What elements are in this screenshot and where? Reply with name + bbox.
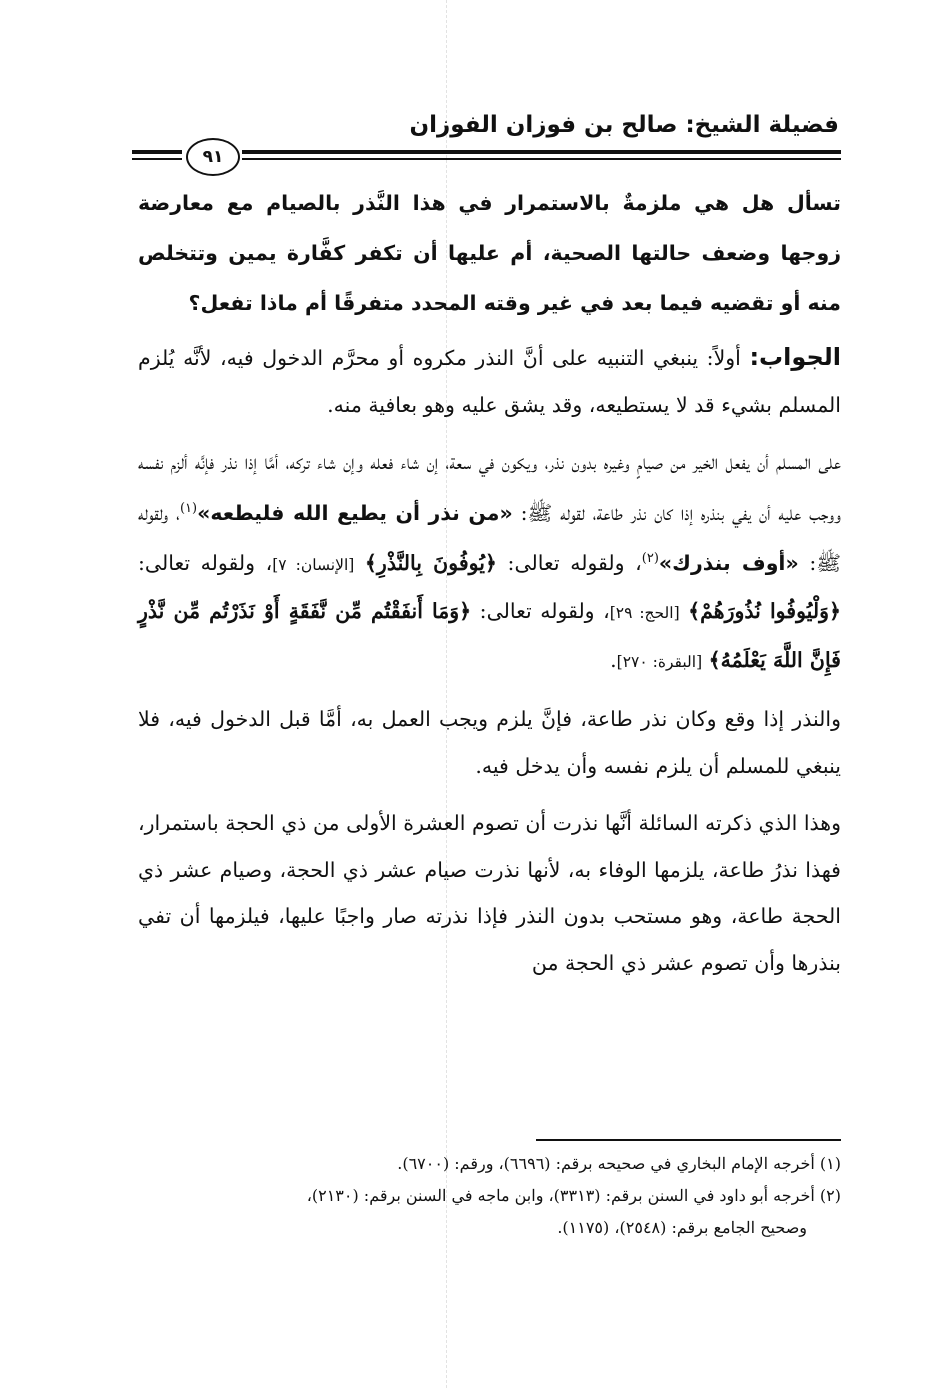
answer-text-1: أولاً: ينبغي التنبيه على أنَّ النذر مكروه أو محرَّم الدخول فيه، لأنَّه يُلزم المسلم بشيء قد لا يستطيعه، وقد يشق عليه وهو بعافية منه. [138, 346, 841, 417]
answer-paragraph-3: والنذر إذا وقع وكان نذر طاعة، فإنَّ يلزم ويجب العمل به، أمَّا قبل الدخول فيه، فلا ينبغي للمسلم أن يلزم نفسه وأن يدخل فيه. [138, 707, 841, 778]
question-paragraph: تسأل هل هي ملزمةٌ بالاستمرار في هذا النَّذر بالصيام مع معارضة زوجها وضعف حالتها الصحية، أم عليها أن تكفر كفَّارة يمين وتتخلص منه أو تقضيه فيما بعد في غير وقته المحدد متفرقًا أم ماذا تفعل؟ [138, 191, 841, 315]
quran-verse-1: ﴿يُوفُونَ بِالنَّذْرِ﴾ [364, 550, 497, 575]
header-rule-right-thick [242, 150, 841, 154]
footnote-1 [120, 1148, 841, 1180]
footnote-2-text: أخرجه أبو داود في السنن برقم: (٣٣١٣)، وابن ماجه في السنن برقم: (٢١٣٠)، [306, 1186, 815, 1205]
footnote-1-text: أخرجه الإمام البخاري في صحيحه برقم: (٦٦٩٦)، ورقم: (٦٧٠٠). [397, 1154, 815, 1173]
answer-text-2b: ، ولقوله ﷺ: [138, 500, 841, 575]
footnote-2-label: (٢) [819, 1186, 841, 1205]
header-rule-left-thin [132, 158, 182, 160]
answer-paragraph-1 [138, 334, 841, 428]
verse-reference-1: [الإنسان: ٧] [272, 555, 355, 574]
quran-verse-2: ﴿وَلْيُوفُوا نُذُورَهُمْ﴾ [688, 599, 842, 624]
hadith-quote-1: «من نذر أن يطيع الله فليطعه» [197, 500, 513, 525]
quran-verse-3: ﴿وَمَا أَنفَقْتُم مِّن نَّفَقَةٍ أَوْ نَذَرْتُم مِّن نَّذْرٍ فَإِنَّ اللَّهَ يَعْلَمُهُ﴾ [138, 599, 841, 672]
answer-text-2f: . [610, 647, 617, 672]
footnote-ref-1[interactable]: (١) [179, 500, 198, 516]
footnote-2 [120, 1180, 841, 1212]
running-header-title: فضيلة الشيخ: صالح بن فوزان الفوزان [409, 112, 839, 138]
hadith-quote-2: «أوف بنذرك» [658, 550, 799, 575]
footnotes [120, 1148, 841, 1244]
verse-reference-2: [الحج: ٢٩] [609, 604, 680, 623]
header-rule-right-thin [242, 158, 841, 160]
answer-text-2c: ، ولقوله تعالى: [507, 550, 642, 575]
footnote-2-continuation: وصحيح الجامع برقم: (٢٥٤٨)، (١١٧٥). [557, 1218, 807, 1237]
answer-paragraph-2 [138, 439, 841, 685]
verse-reference-3: [البقرة: ٢٧٠] [616, 652, 703, 671]
answer-text-2a: على المسلم أن يفعل الخير من صيامٍ وغيره بدون نذر، ويكون في سعة، إن شاء فعله وإن شاء تركه، أمَّا إذا نذر فإنَّه ألزم نفسه ووجب عليه أن يفي بنذره إذا كان نذر طاعة، لقوله ﷺ: [138, 450, 841, 525]
answer-text-2d: ، ولقوله تعالى: [138, 550, 273, 575]
footnote-separator [536, 1139, 841, 1141]
answer-label: الجواب: [749, 343, 841, 371]
page-body [138, 178, 841, 986]
answer-paragraph-4: وهذا الذي ذكرته السائلة أنَّها نذرت أن تصوم العشرة الأولى من ذي الحجة باستمرار، فهذا نذرُ طاعة، يلزمها الوفاء به، لأنها نذرت صيام عشر ذي الحجة، وصيام عشر ذي الحجة طاعة، وهو مستحب بدون النذر فإذا نذرته صار واجبًا عليها، فيلزمها أن تفي بنذرها وأن تصوم عشر ذي الحجة من [138, 811, 841, 975]
footnote-1-label: (١) [819, 1154, 841, 1173]
footnote-ref-2[interactable]: (٢) [641, 550, 659, 566]
header-rule-left-thick [132, 150, 182, 154]
answer-text-2e: ، ولقوله تعالى: [479, 599, 610, 624]
page-number: ٩١ [186, 138, 240, 176]
